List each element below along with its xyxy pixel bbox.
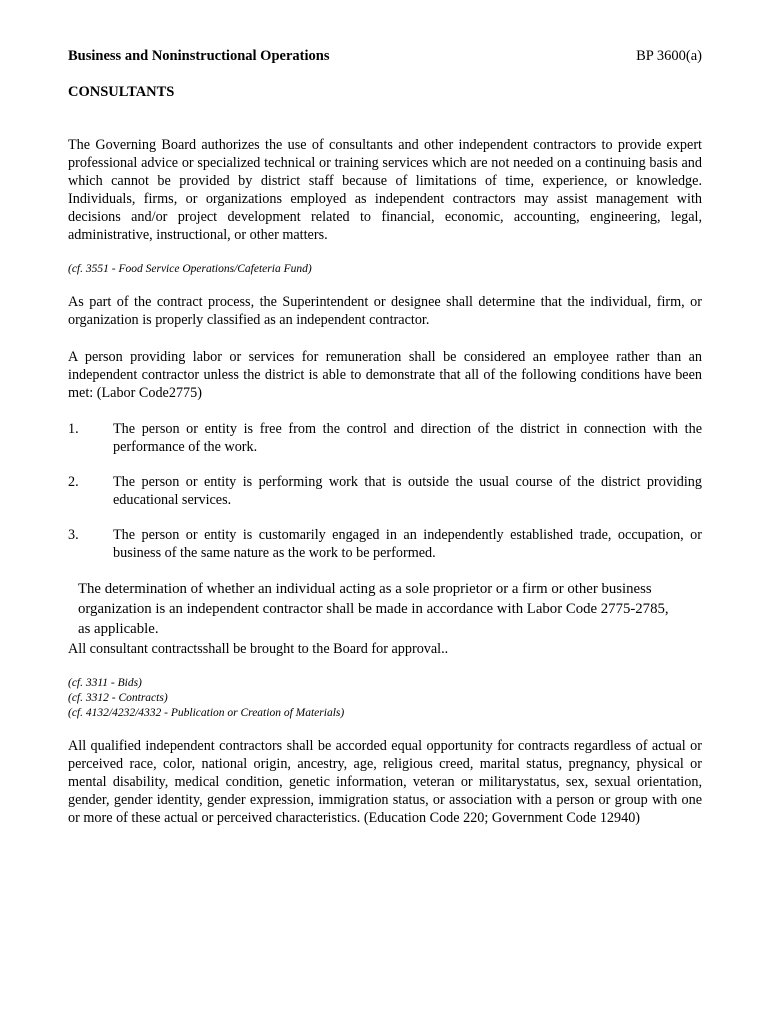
- policy-code: BP 3600(a): [636, 48, 702, 64]
- paragraph-equal-opportunity: All qualified independent contractors shall be accorded equal opportunity for contracts regardless of actual or perceived race, color, national origin, ancestry, age, religious creed, marital status, pregnancy, physical or mental disability, medical condition, genetic information, veteran or militarystatus, sex, sexual orientation, gender, gender identity, gender expression, immigration status, or association with a person or group with one or more of these actual or perceived characteristics. (Education Code 220; Government Code 12940): [68, 738, 702, 826]
- list-item-text: The person or entity is customarily engaged in an independently established trade, occupation, or business of the same nature as the work to be performed.: [113, 527, 702, 561]
- page-header: [68, 47, 702, 65]
- cross-reference-group: [68, 676, 344, 721]
- list-item-number: 1.: [68, 421, 79, 437]
- list-item-text: The person or entity is free from the control and direction of the district in connection with the performance of the work.: [113, 421, 702, 455]
- cross-reference-food-service: (cf. 3551 - Food Service Operations/Cafeteria Fund): [68, 263, 312, 275]
- cross-reference-contracts: (cf. 3312 - Contracts): [68, 692, 168, 704]
- cross-reference-bids: (cf. 3311 - Bids): [68, 677, 142, 689]
- paragraph-contract-process: As part of the contract process, the Superintendent or designee shall determine that the individual, firm, or organization is properly classified as an independent contractor.: [68, 294, 702, 328]
- paragraph-employee-conditions: A person providing labor or services for remuneration shall be considered an employee rather than an independent contractor unless the district is able to demonstrate that all of the following conditions have been met: (Labor Code2775): [68, 349, 702, 401]
- list-item-number: 2.: [68, 474, 79, 490]
- paragraph-authorization: The Governing Board authorizes the use of consultants and other independent contractors to provide expert professional advice or specialized technical or training services which are not needed on a continuing basis and which cannot be provided by district staff because of limitations of time, experience, or knowledge. Individuals, firms, or organizations employed as independent contractors may assist management with decisions and/or project development related to financial, economic, accounting, engineering, legal, administrative, instructional, or other matters.: [68, 137, 702, 243]
- list-item-text: The person or entity is performing work that is outside the usual course of the district providing educational services.: [113, 474, 702, 508]
- cross-reference-publication: (cf. 4132/4232/4332 - Publication or Creation of Materials): [68, 707, 345, 719]
- list-item-number: 3.: [68, 527, 79, 543]
- paragraph-board-approval: All consultant contractsshall be brought to the Board for approval..: [68, 641, 449, 657]
- section-heading: Business and Noninstructional Operations: [68, 48, 330, 64]
- page-title: CONSULTANTS: [68, 84, 175, 100]
- paragraph-determination: The determination of whether an individual acting as a sole proprietor or a firm or other business organization is an independent contractor shall be made in accordance with Labor Code 2775-2785, as applicable.: [78, 581, 669, 637]
